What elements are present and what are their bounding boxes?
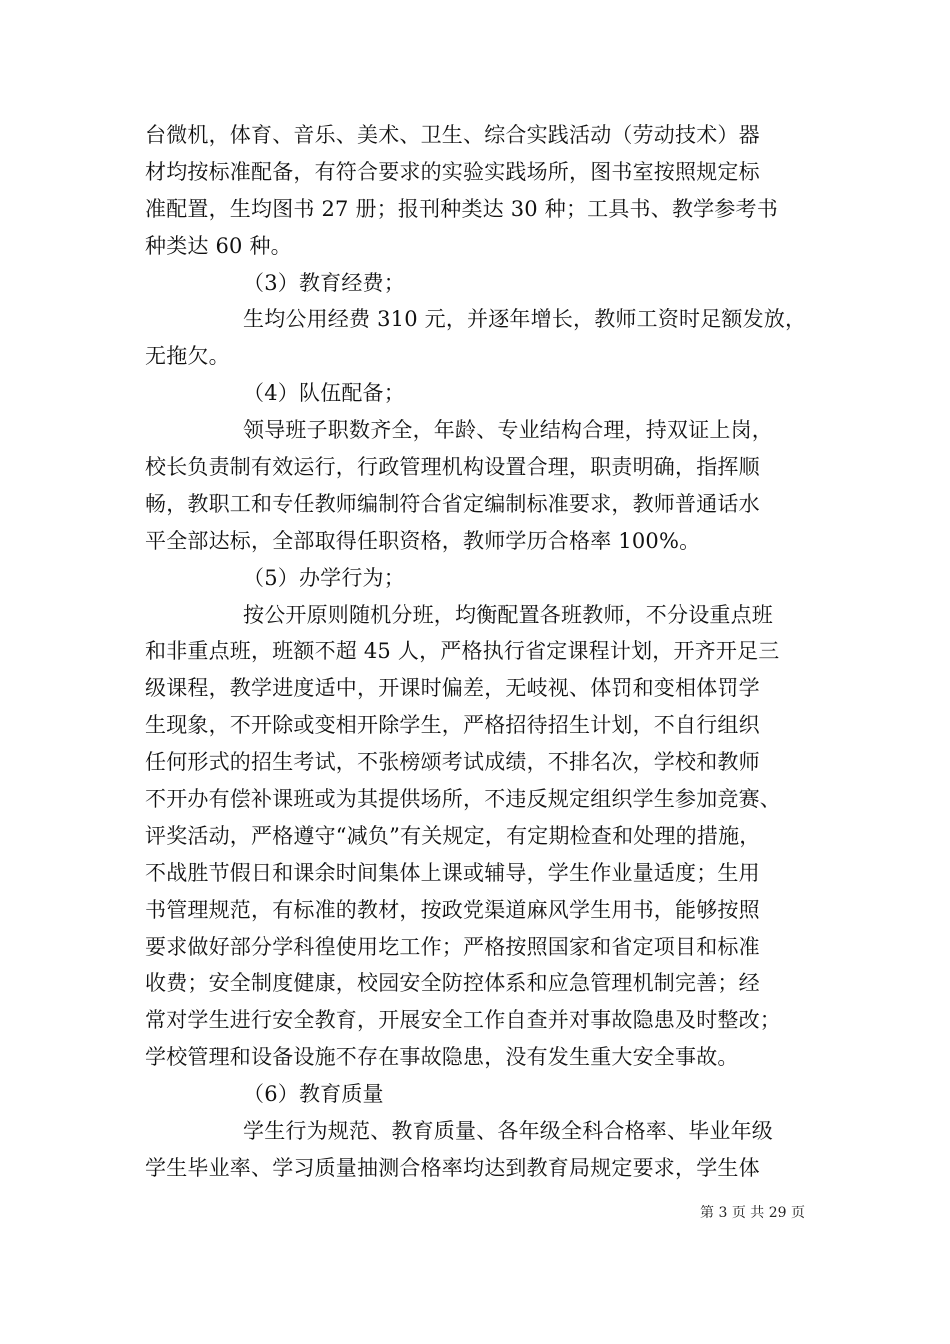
text-line: 平全部达标，全部取得任职资格，教师学历合格率 100%。	[145, 528, 701, 553]
page-number: 第 3 页 共 29 页	[700, 1205, 805, 1221]
text-line: 不战胜节假日和课余时间集体上课或辅导，学生作业量适度；生用	[145, 860, 760, 885]
text-line: 书管理规范，有标准的教材，按政党渠道麻风学生用书，能够按照	[145, 897, 760, 922]
text-line: 级课程，教学进度适中，开课时偏差，无岐视、体罚和变相体罚学	[145, 676, 760, 701]
text-line: 要求做好部分学科徨使用圪工作；严格按照国家和省定项目和标准	[145, 934, 760, 959]
section-heading-funding: （3）教育经费；	[243, 270, 405, 295]
text-line: 校长负责制有效运行，行政管理机构设置合理，职责明确，指挥顺	[145, 455, 760, 480]
text-line: 不开办有偿补课班或为其提供场所，不违反规定组织学生参加竞赛、	[145, 787, 781, 812]
text-line: 任何形式的招生考试，不张榜颂考试成绩，不排名次，学校和教师	[145, 750, 760, 775]
text-line: 畅，教职工和专任教师编制符合省定编制标准要求，教师普通话水	[145, 491, 760, 516]
text-line: 常对学生进行安全教育，开展安全工作自查并对事故隐患及时整改；	[145, 1008, 781, 1033]
text-line: 种类达 60 种。	[145, 233, 292, 258]
section-heading-school-conduct: （5）办学行为；	[243, 565, 405, 590]
text-line: 材均按标准配备，有符合要求的实验实践场所，图书室按照规定标	[145, 159, 760, 184]
text-line: 学生毕业率、学习质量抽测合格率均达到教育局规定要求，学生体	[145, 1155, 760, 1180]
text-line: 评奖活动，严格遵守“减负”有关规定，有定期检查和处理的措施，	[145, 823, 761, 848]
section-heading-staffing: （4）队伍配备；	[243, 381, 405, 406]
text-line: 按公开原则随机分班，均衡配置各班教师，不分设重点班	[243, 602, 773, 627]
section-heading-quality: （6）教育质量	[243, 1082, 384, 1107]
text-line: 学校管理和设备设施不存在事故隐患，没有发生重大安全事故。	[145, 1045, 739, 1070]
text-line: 生现象，不开除或变相开除学生，严格招待招生计划，不自行组织	[145, 713, 760, 738]
text-line: 领导班子职数齐全，年龄、专业结构合理，持双证上岗，	[243, 418, 773, 443]
text-line: 无拖欠。	[145, 344, 230, 369]
text-line: 和非重点班，班额不超 45 人，严格执行省定课程计划，开齐开足三	[145, 639, 780, 664]
text-line: 生均公用经费 310 元，并逐年增长，教师工资时足额发放，	[243, 307, 807, 332]
text-line: 学生行为规范、教育质量、各年级全科合格率、毕业年级	[243, 1119, 773, 1144]
text-line: 收费；安全制度健康，校园安全防控体系和应急管理机制完善；经	[145, 971, 760, 996]
text-line: 准配置，生均图书 27 册；报刊种类达 30 种；工具书、教学参考书	[145, 196, 778, 221]
document-body	[145, 117, 815, 1187]
text-line: 台微机，体育、音乐、美术、卫生、综合实践活动（劳动技术）器	[145, 123, 760, 147]
